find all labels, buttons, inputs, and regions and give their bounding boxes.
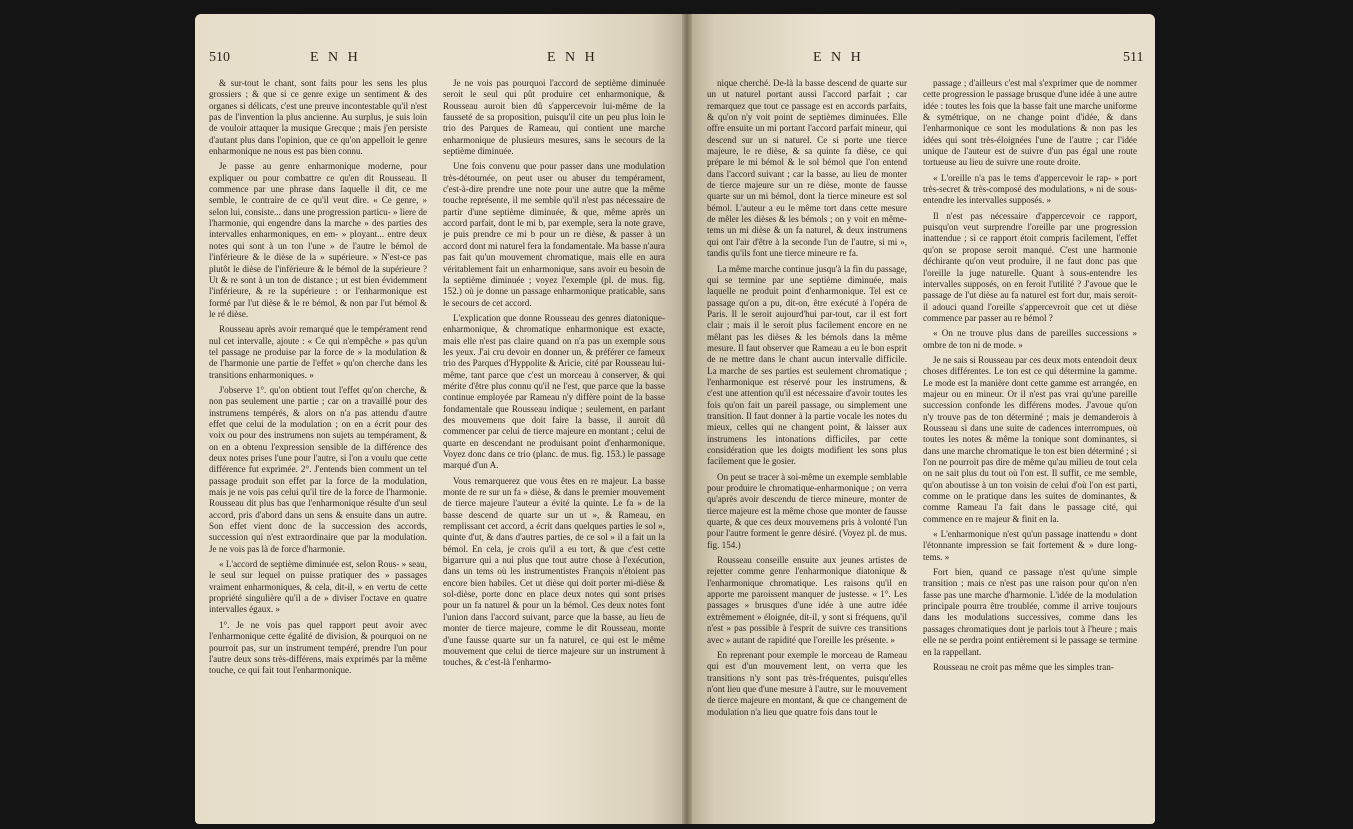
- right-page: [687, 14, 1155, 824]
- paragraph: « L'accord de septième diminuée est, selon Rous- » seau, le seul sur lequel on puisse pratiquer des » passages vraiment enharmoniques, & cela, dit-il, » en vertu de cette propriété singulière qu'il a de » diviser l'octave en quatre intervalles égaux. »: [209, 559, 427, 615]
- paragraph: « On ne trouve plus dans de pareilles successions » ombre de ton ni de mode. »: [923, 328, 1137, 350]
- paragraph: Fort bien, quand ce passage n'est qu'une simple transition ; mais ce n'est pas une raison pour qu'on n'en fasse pas une marche d'harmonie. L'idée de la modulation principale pourra être troublée, comme il arrive toujours dans les modulations successives, comme dans les passages chromatiques dont je parlois tout à l'heure ; mais elle ne se perdra point entièrement si le passage se termine en la rappellant.: [923, 567, 1137, 657]
- running-head: E N H: [310, 50, 361, 65]
- paragraph: J'observe 1°. qu'on obtient tout l'effet qu'on cherche, & non pas seulement une partie ; car on a travaillé pour des instrumens tempérés, & alors on n'a pas attendu d'autre effet que celui de la modulation ; on en a écrit pour des voix ou pour des instrumens non sujets au tempérament, & on en a obtenu l'expression sensible de la différence des deux notes prises l'une pour l'autre, si l'on a voulu que cette différence fut exprimée. 2°. J'entends bien comment un tel passage produit son effet par la force de la modulation, mais je ne vois pas celui qu'il tire de la force de l'harmonie. Rousseau dit plus bas que l'enharmonique résulte d'un seul accord, pris d'abord dans un sens & ensuite dans un autre. Son effet vient donc de la succession des accords, succession qui n'est extraordinaire que par la modulation. Je ne vois pas là de force d'harmonie.: [209, 384, 427, 554]
- text-column-right: [443, 78, 665, 824]
- left-page: [195, 14, 687, 824]
- paragraph: Je ne vois pas pourquoi l'accord de septième diminuée seroit le seul qui pût produire cet enharmonique, & Rousseau auroit bien dû s'appercevoir lui-même de la fausseté de sa proposition, puisqu'il cite un peu plus loin le trio des Parques de Rameau, qui contient une marche enharmonique de plusieurs mesures, sans le secours de la septième diminuée.: [443, 78, 665, 157]
- paragraph: On peut se tracer à soi-même un exemple semblable pour produire le chromatique-enharmonique ; on verra qu'après avoir descendu de tierce mineure, monter de tierce majeure est la même chose que monter de fausse quarte, & que ces deux mouvemens pris à volonté l'un pour l'autre forment le genre désiré. (Voyez pl. de mus. fig. 154.): [707, 471, 907, 550]
- text-column-left: [209, 78, 427, 824]
- paragraph: « L'oreille n'a pas le tems d'appercevoir le rap- » port très-secret & très-composé des modulations, » ni de sous-entendre les intervalles supposés. »: [923, 172, 1137, 206]
- running-head: E N H: [547, 50, 598, 65]
- paragraph: Rousseau après avoir remarqué que le tempérament rend nul cet intervalle, ajoute : « Ce qui n'empêche » pas qu'un tel passage ne produise par la force de » la modulation & de l'harmonie une partie de l'effet » qu'on cherche dans les transitions enharmoniques. »: [209, 324, 427, 380]
- paragraph: « L'enharmonique n'est qu'un passage inattendu » dont l'étonnante impression se fait fortement & » dure long-tems. »: [923, 529, 1137, 562]
- paragraph: Une fois convenu que pour passer dans une modulation très-détournée, on peut user ou abuser du tempérament, c'est-à-dire prendre une note pour une autre que la même touche représente, il me semble qu'il n'est pas nécessaire de partir d'une septième diminuée, & que, même après un accord parfait, dont le mi b, par exemple, sera la note grave, je puis prendre ce mi b pour un re dièse, & passer à un accord dont mi naturel fera la fondamentale. Ma basse n'aura pas fait qu'un mouvement chromatique, mais elle en aura véritablement fait un enharmonique, sans avoir eu besoin de la septième diminuée ; voyez l'exemple (pl. de mus. fig. 152.) où je donne un passage enharmonique praticable, sans le secours de cet accord.: [443, 161, 665, 308]
- paragraph: Il n'est pas nécessaire d'appercevoir ce rapport, puisqu'on veut surprendre l'oreille par une progression inattendue ; si ce rapport étoit compris facilement, l'effet qu'on se propose seroit manqué. C'est une harmonie déchirante qu'on veut produire, il ne faut donc pas que l'oreille la juge naturelle. Quant à sous-entendre les intervalles supposés, on en feroit l'utilité ? J'avoue que le passage de l'ut dièse au fa naturel est fort dur, mais seroit-il adouci quand l'oreille s'appercevroit que cet ut dièse commence par passer au re bémol ?: [923, 210, 1137, 323]
- paragraph: & sur-tout le chant, sont faits pour les sens les plus grossiers ; & que si ce genre exige un sentiment & des organes si délicats, c'est une preuve incontestable qu'il n'est pas de l'invention la plus ancienne. Au surplus, je suis loin de vouloir attaquer la musique Grecque ; mais j'en persiste d'autant plus dans l'opinion, que ce qu'on appelloit le genre enharmonique ne nous est pas bien connu.: [209, 78, 427, 157]
- page-number: 511: [1123, 50, 1144, 65]
- paragraph: Rousseau conseille ensuite aux jeunes artistes de rejetter comme genre l'enharmonique diatonique & l'enharmonique chromatique. Les raisons qu'il en apporte me paroissent manquer de justesse. « 1°. Les passages » brusques d'une idée à une autre idée extrêmement » éloignée, dit-il, y sont si fréquens, qu'il n'est » pas possible à l'esprit de suivre ces transitions avec » autant de rapidité que l'oreille les présente. »: [707, 555, 907, 645]
- paragraph: Rousseau ne croit pas même que les simples tran-: [933, 661, 1114, 672]
- paragraph: passage ; d'ailleurs c'est mal s'exprimer que de nommer cette progression le passage brusque d'une idée à une autre idée : toutes les fois que la basse fait une marche uniforme & symétrique, on ne change point d'idée, & dans l'enharmonique ce sont les modulations & non pas les idées qui sont très-éloignées l'une de l'autre ; car l'idée unique de l'auteur est de suivre d'un pas égal une route tortueuse au lieu de suivre une route droite.: [923, 78, 1137, 168]
- running-head: E N H: [813, 50, 864, 65]
- text-column-left: [707, 78, 907, 824]
- paragraph: nique cherché. De-là la basse descend de quarte sur un ut naturel portant aussi l'accord parfait ; car remarquez que tout ce passage est en accords parfaits, & qu'on n'y voit point de septièmes diminuées. Elle offre ensuite un mi portant l'accord parfait mineur, qui descend sur un si naturel. Ce si porte une tierce majeure, le re dièse, & sa quinte fa dièse, ce qui prépare le mi bémol & le sol bémol que l'on entend dans l'accord suivant ; car la basse, au lieu de monter de tierce majeure sur un re dièse, monte de fausse quarte sur un mi bémol, dont la tierce mineure est sol bémol. L'auteur a eu le même tort dans cette mesure de mêler les dièses & les bémols ; on y voit en même-tems un mi dièse & un fa naturel, & deux instrumens qui ont l'air d'être à la seconde l'un de l'autre, si mi », tandis qu'ils font une tierce mineure re fa.: [707, 78, 907, 259]
- paragraph: Vous remarquerez que vous êtes en re majeur. La basse monte de re sur un fa » dièse, & dans le premier mouvement de tierce majeure l'auteur a évité la quinte. Le fa » de la basse descend de quarte sur un ut », & Rameau, en remplissant cet accord, a écrit dans quelques parties le sol », quinte d'ut, & dans d'autres parties, de ce sol » il a fait un la bémol. En cela, je crois qu'il a eu tort, & que c'est cette bigarrure qui a nui plus que tout autre chose à l'exécution, dans un tems où les instrumentistes François n'étoient pas encore bien habiles. Cet ut dièse qui doit porter mi-dièse & sol-dièse, porte donc en place deux notes qui sont prises pour un fa naturel & pour un la bémol. Ces deux notes font l'union dans l'accord suivant, parce que la basse, au lieu de monter de tierce majeure, comme le dit Rousseau, monte d'une fausse quarte sur un fa naturel, ce qui est le même mouvement que celui de tierce majeure sur un instrument à touches, & c'est-là l'enharmo-: [443, 475, 665, 668]
- paragraph: Je ne sais si Rousseau par ces deux mots entendoit deux choses différentes. Le ton est ce qui détermine la gamme. Le mode est la manière dont cette gamme est arrangée, en majeur ou en mineur. Or il n'est pas vrai qu'une pareille succession confonde les différens modes. J'avoue qu'on n'y trouve pas de ton déterminé ; mais je demanderois à Rousseau si dans une suite de cadences interrompues, où toutes les notes & même la tonique sont dominantes, si dans une marche chromatique le ton est bien déterminé ; si l'on ne pourroit pas dire de même qu'au milieu de tout cela on ne sait plus du tout où l'on est. Il suffit, ce me semble, qu'on aboutisse à un ton voisin de celui d'où l'on est parti, comme on le pratique dans les suites de dominantes, & comme Rameau l'a fait dans le passage cité, qui commence en re majeur & finit en la.: [923, 354, 1137, 524]
- book-gutter: [682, 14, 692, 824]
- paragraph: Je passe au genre enharmonique moderne, pour expliquer ou pour combattre ce qu'en dit Rousseau. Il commence par une phrase dans laquelle il dit, ce me semble, le contraire de ce qu'il veut dire. « Ce genre, » selon lui, consiste... dans une progression particu- » liere de l'harmonie, qui engendre dans la marche » des parties des intervalles enharmoniques, en em- » ployant... entre deux notes qui sont à un ton l'une » de l'autre le bémol de l'inférieure & le dièse de la » supérieure. » N'est-ce pas plutôt le dièse de l'inférieure & le bémol de la supérieure ? Ut & re sont à un ton de distance ; ut est bien évidemment l'inférieure, & re la supérieure : or l'enharmonique est formé par l'ut dièse & le re bémol, & non par l'ut bémol & le ré dièse.: [209, 161, 427, 319]
- text-column-right: [923, 78, 1137, 824]
- paragraph: 1°. Je ne vois pas quel rapport peut avoir avec l'enharmonique cette égalité de division, & pourquoi on ne pourroit pas, sur un instrument tempéré, prendre l'un pour l'autre deux sons très-différens, mais exprimés par la même touche, ce qui fait tout l'enharmonique.: [209, 619, 427, 676]
- paragraph: L'explication que donne Rousseau des genres diatonique-enharmonique, & chromatique enharmonique est exacte, mais elle n'est pas claire quand on n'a pas un exemple sous les yeux. J'ai cru devoir en donner un, & préférer ce fameux trio des Parques d'Hyppolite & Aricie, cité par Rousseau lui-même, tant parce que c'est un morceau à conserver, & qui mérite d'être plus connu qu'il ne l'est, que parce que la basse continue employée par Rameau n'y diffère point de la basse fondamentale que Rousseau indique ; seulement, en parlant des mouvemens que doit faire la basse, il auroit dû commencer par celui de tierce majeure en montant ; celui de quarte en descendant ne produisant point d'enharmonique. Voyez donc dans ce trio (planc. de mus. fig. 153.) le passage marqué d'un A.: [443, 312, 665, 471]
- page-number: 510: [209, 50, 230, 65]
- paragraph: La même marche continue jusqu'à la fin du passage, qui se termine par une septième diminuée, mais laquelle ne produit point d'enharmonique. Tel est ce passage qu'on a pu, dit-on, être exécuté à l'opéra de Paris. Il le seroit aujourd'hui par-tout, car il est fort clair ; mais il le seroit plus facilement encore en ne mêlant pas les dièses & les bémols dans la même mesure. Il faut observer que Rameau a eu le bon esprit de ne mettre dans le chant aucun intervalle difficile. La marche de ses parties est seulement chromatique ; l'enharmonique est réservé pour les instrumens, & c'est une attention qu'il est nécessaire d'avoir toutes les fois qu'on fait un pareil passage, ou simplement une transition. Il faut donner à la partie vocale les notes du mieux, celles qui ne changent point, & laisser aux instrumens les intonations difficiles, par cette considération que les doigts modifient les sons plus facilement que le gosier.: [707, 263, 907, 467]
- paragraph: En reprenant pour exemple le morceau de Rameau qui est d'un mouvement lent, on verra que les transitions n'y sont pas très-fréquentes, puisqu'elles n'ont lieu que d'une mesure à l'autre, sur le mouvement de tierce majeure en montant, & que ce changement de modulation n'a lieu que quatre fois dans tout le: [707, 649, 907, 717]
